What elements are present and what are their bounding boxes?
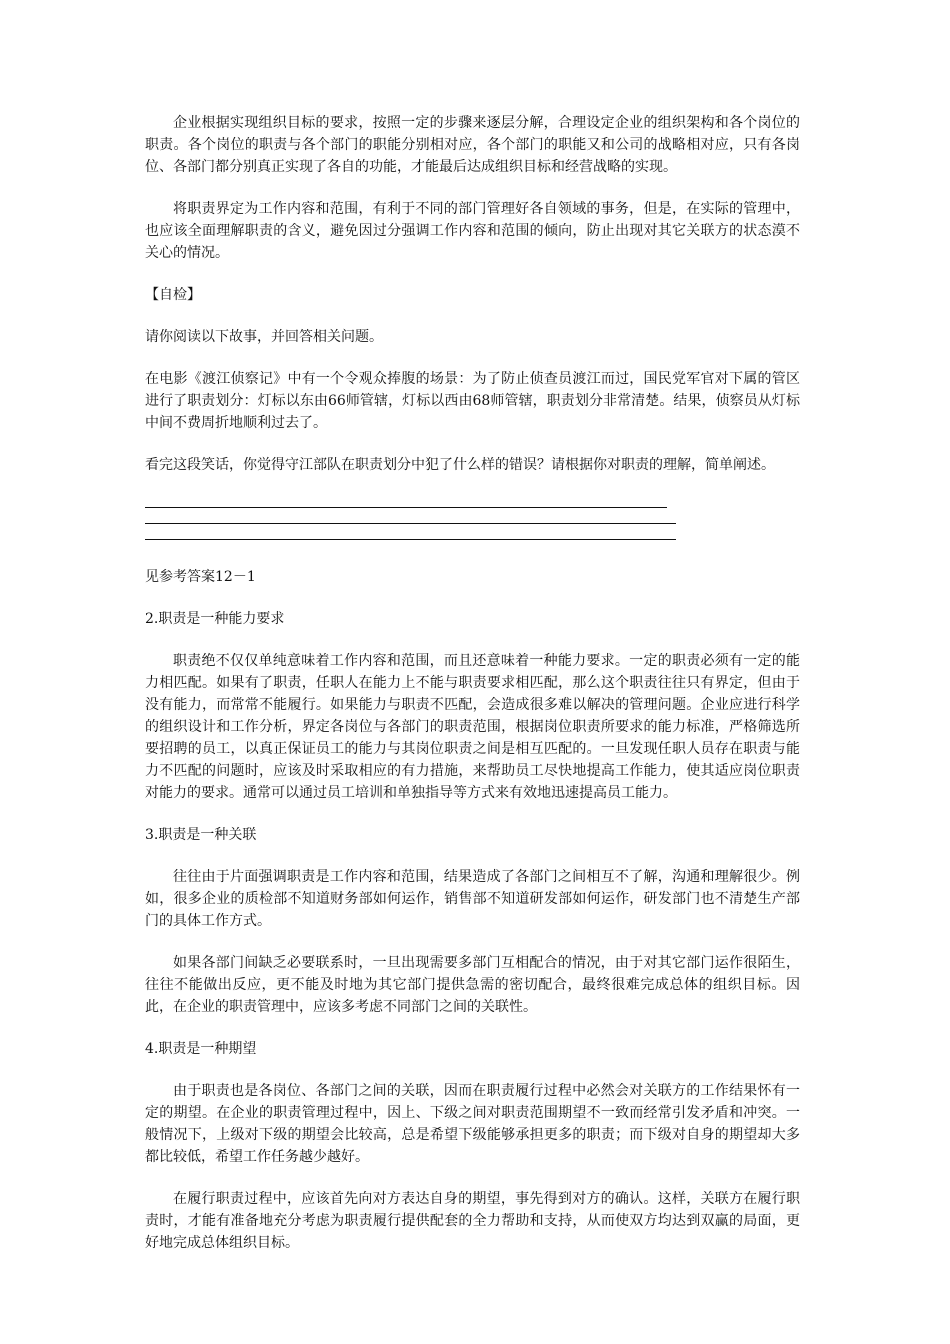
section-2-heading: 2.职责是一种能力要求 (145, 611, 285, 627)
self-check-question: 看完这段笑话，你觉得守江部队在职责划分中犯了什么样的错误？请根据你对职责的理解，简单阐述。 (145, 457, 775, 473)
section-2-paragraph-1: 职责绝不仅仅单纯意味着工作内容和范围，而且还意味着一种能力要求。一定的职责必须有一定的能力相匹配。如果有了职责，任职人在能力上不能与职责要求相匹配，那么这个职责往往只有界定，但由于没有能力，而常常不能履行。如果能力与职责不匹配，会造成很多难以解决的管理问题。企业应进行科学的组织设计和工作分析，界定各岗位与各部门的职责范围，根据岗位职责所要求的能力标准，严格筛选所要招聘的员工，以真正保证员工的能力与其岗位职责之间是相互匹配的。一旦发现任职人员存在职责与能力不匹配的问题时，应该及时采取相应的有力措施，来帮助员工尽快地提高工作能力，使其适应岗位职责对能力的要求。通常可以通过员工培训和单独指导等方式来有效地迅速提高员工能力。 (145, 653, 800, 801)
answer-line (145, 492, 667, 508)
self-check-prompt: 请你阅读以下故事，并回答相关问题。 (145, 329, 383, 345)
document-body (145, 112, 800, 1274)
section-4-heading: 4.职责是一种期望 (145, 1041, 257, 1057)
self-check-label: 【自检】 (145, 287, 201, 303)
answer-line (145, 524, 676, 540)
section-3-paragraph-2: 如果各部门间缺乏必要联系时，一旦出现需要多部门互相配合的情况，由于对其它部门运作很陌生，往往不能做出反应，更不能及时地为其它部门提供急需的密切配合，最终很难完成总体的组织目标。因此，在企业的职责管理中，应该多考虑不同部门之间的关联性。 (145, 955, 800, 1015)
section-3-heading: 3.职责是一种关联 (145, 827, 257, 843)
self-check-story: 在电影《渡江侦察记》中有一个令观众捧腹的场景：为了防止侦查员渡江而过，国民党军官对下属的管区进行了职责划分：灯标以东由66师管辖，灯标以西由68师管辖，职责划分非常清楚。结果，侦察员从灯标中间不费周折地顺利过去了。 (145, 371, 800, 431)
intro-paragraph-2: 将职责界定为工作内容和范围，有利于不同的部门管理好各自领域的事务，但是，在实际的管理中，也应该全面理解职责的含义，避免因过分强调工作内容和范围的倾向，防止出现对其它关联方的状态漠不关心的情况。 (145, 201, 800, 261)
section-4-paragraph-2: 在履行职责过程中，应该首先向对方表达自身的期望，事先得到对方的确认。这样，关联方在履行职责时，才能有准备地充分考虑为职责履行提供配套的全力帮助和支持，从而使双方均达到双赢的局面，更好地完成总体组织目标。 (145, 1191, 800, 1251)
intro-paragraph-1: 企业根据实现组织目标的要求，按照一定的步骤来逐层分解，合理设定企业的组织架构和各个岗位的职责。各个岗位的职责与各个部门的职能分别相对应，各个部门的职能又和公司的战略相对应，只有各岗位、各部门都分别真正实现了各自的功能，才能最后达成组织目标和经营战略的实现。 (145, 115, 800, 175)
section-3-paragraph-1: 往往由于片面强调职责是工作内容和范围，结果造成了各部门之间相互不了解，沟通和理解很少。例如，很多企业的质检部不知道财务部如何运作，销售部不知道研发部如何运作，研发部门也不清楚生产部门的具体工作方式。 (145, 869, 800, 929)
section-4-paragraph-1: 由于职责也是各岗位、各部门之间的关联，因而在职责履行过程中必然会对关联方的工作结果怀有一定的期望。在企业的职责管理过程中，因上、下级之间对职责范围期望不一致而经常引发矛盾和冲突。一般情况下，上级对下级的期望会比较高，总是希望下级能够承担更多的职责；而下级对自身的期望却大多都比较低，希望工作任务越少越好。 (145, 1083, 800, 1165)
answer-lines (145, 492, 800, 540)
reference-answer-note: 见参考答案12－1 (145, 569, 256, 585)
answer-line (145, 508, 676, 524)
